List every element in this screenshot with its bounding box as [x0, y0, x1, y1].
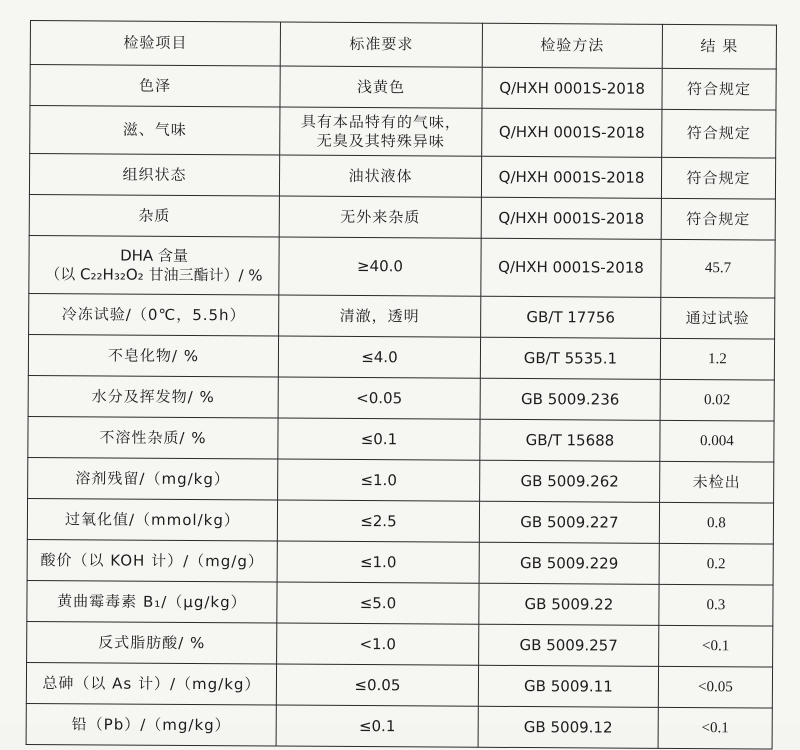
method-cell: Q/HXH 0001S-2018: [482, 67, 662, 109]
item-line: DHA 含量: [120, 246, 189, 265]
header-result: 结 果: [662, 24, 776, 69]
standard-cell: ≤0.1: [276, 705, 478, 747]
result-cell: 0.8: [659, 502, 773, 544]
standard-cell: ≤4.0: [278, 336, 480, 378]
standard-cell: ≤2.5: [277, 500, 479, 542]
result-cell: 未检出: [660, 461, 774, 503]
method-cell: GB 5009.229: [479, 542, 659, 584]
method-cell: GB 5009.227: [479, 501, 659, 543]
table-row: [26, 662, 772, 708]
result-cell: 0.02: [660, 379, 774, 421]
method-cell: GB/T 15688: [480, 419, 660, 461]
table-row: [29, 154, 775, 200]
table-row: [30, 106, 776, 159]
standard-cell: ≤0.1: [278, 418, 480, 460]
result-cell: 0.2: [659, 543, 773, 585]
result-cell: 符合规定: [661, 198, 775, 240]
item-cell: 反式脂肪酸/ %: [27, 621, 277, 664]
item-cell: 滋、气味: [30, 106, 280, 156]
method-cell: Q/HXH 0001S-2018: [481, 156, 661, 198]
result-cell: 1.2: [660, 338, 774, 380]
item-cell: 总砷（以 As 计）/（mg/kg）: [26, 662, 276, 705]
standard-cell: <1.0: [277, 623, 479, 665]
method-cell: Q/HXH 0001S-2018: [482, 108, 662, 157]
item-cell: 酸价（以 KOH 计）/（mg/g）: [27, 539, 277, 582]
item-cell: 杂质: [29, 194, 279, 237]
item-cell: 水分及挥发物/ %: [28, 375, 278, 418]
item-cell: 组织状态: [29, 154, 279, 197]
standard-cell: [280, 107, 482, 156]
result-cell: <0.1: [659, 625, 773, 667]
table-row: [28, 375, 774, 421]
table-header-row: [30, 21, 776, 70]
standard-cell: 浅黄色: [280, 66, 482, 108]
item-cell: 溶剂残留/（mg/kg）: [28, 457, 278, 500]
result-cell: <0.1: [658, 707, 772, 749]
standard-cell: 油状液体: [279, 155, 481, 197]
table-row: [29, 235, 775, 298]
method-cell: GB 5009.22: [479, 583, 659, 625]
table-row: [29, 293, 775, 339]
standard-cell: <0.05: [278, 377, 480, 419]
table-row: [27, 498, 773, 544]
header-item: 检验项目: [30, 21, 280, 67]
result-cell: 通过试验: [661, 297, 775, 339]
standard-cell: ≤0.05: [276, 664, 478, 706]
header-method: 检验方法: [482, 23, 662, 68]
item-cell: 过氧化值/（mmol/kg）: [27, 498, 277, 541]
table-row: [28, 457, 774, 503]
method-cell: GB/T 5535.1: [480, 337, 660, 379]
item-cell: 不皂化物/ %: [28, 334, 278, 377]
standard-cell: ≤5.0: [277, 582, 479, 624]
item-cell: [29, 235, 279, 295]
item-cell: 色泽: [30, 65, 280, 108]
item-cell: 不溶性杂质/ %: [28, 416, 278, 459]
method-cell: GB 5009.257: [479, 624, 659, 666]
standard-cell: ≤1.0: [278, 459, 480, 501]
inspection-table: [26, 20, 777, 750]
item-line: （以 C₂₂H₃₂O₂ 甘油三酯计）/ %: [45, 264, 263, 284]
table-row: [28, 334, 774, 380]
standard-cell: 清澈，透明: [279, 295, 481, 337]
table-row: [26, 703, 772, 749]
standard-line: 无臭及其特殊异味: [316, 131, 445, 151]
table-row: [27, 539, 773, 585]
result-cell: 0.3: [659, 584, 773, 626]
method-cell: GB/T 17756: [481, 296, 661, 338]
table-row: [29, 194, 775, 240]
result-cell: 45.7: [661, 239, 775, 298]
table-row: [28, 416, 774, 462]
table-row: [27, 621, 773, 667]
header-standard: 标准要求: [280, 22, 482, 67]
result-cell: 符合规定: [662, 109, 776, 158]
method-cell: GB 5009.236: [480, 378, 660, 420]
standard-cell: ≥40.0: [279, 237, 481, 296]
method-cell: GB 5009.11: [478, 665, 658, 707]
method-cell: Q/HXH 0001S-2018: [481, 238, 661, 297]
item-cell: 铅（Pb）/（mg/kg）: [26, 703, 276, 746]
table-row: [30, 65, 776, 111]
standard-cell: 无外来杂质: [279, 196, 481, 238]
result-cell: 0.004: [660, 420, 774, 462]
standard-line: 具有本品特有的气味，: [300, 112, 461, 132]
method-cell: GB 5009.262: [480, 460, 660, 502]
result-cell: 符合规定: [661, 157, 775, 199]
result-cell: <0.05: [658, 666, 772, 708]
result-cell: 符合规定: [662, 68, 776, 110]
method-cell: GB 5009.12: [478, 706, 658, 748]
standard-cell: ≤1.0: [277, 541, 479, 583]
table-row: [27, 580, 773, 626]
item-cell: 黄曲霉毒素 B₁/（μg/kg）: [27, 580, 277, 623]
item-cell: 冷冻试验/（0℃，5.5h）: [29, 293, 279, 336]
method-cell: Q/HXH 0001S-2018: [481, 197, 661, 239]
